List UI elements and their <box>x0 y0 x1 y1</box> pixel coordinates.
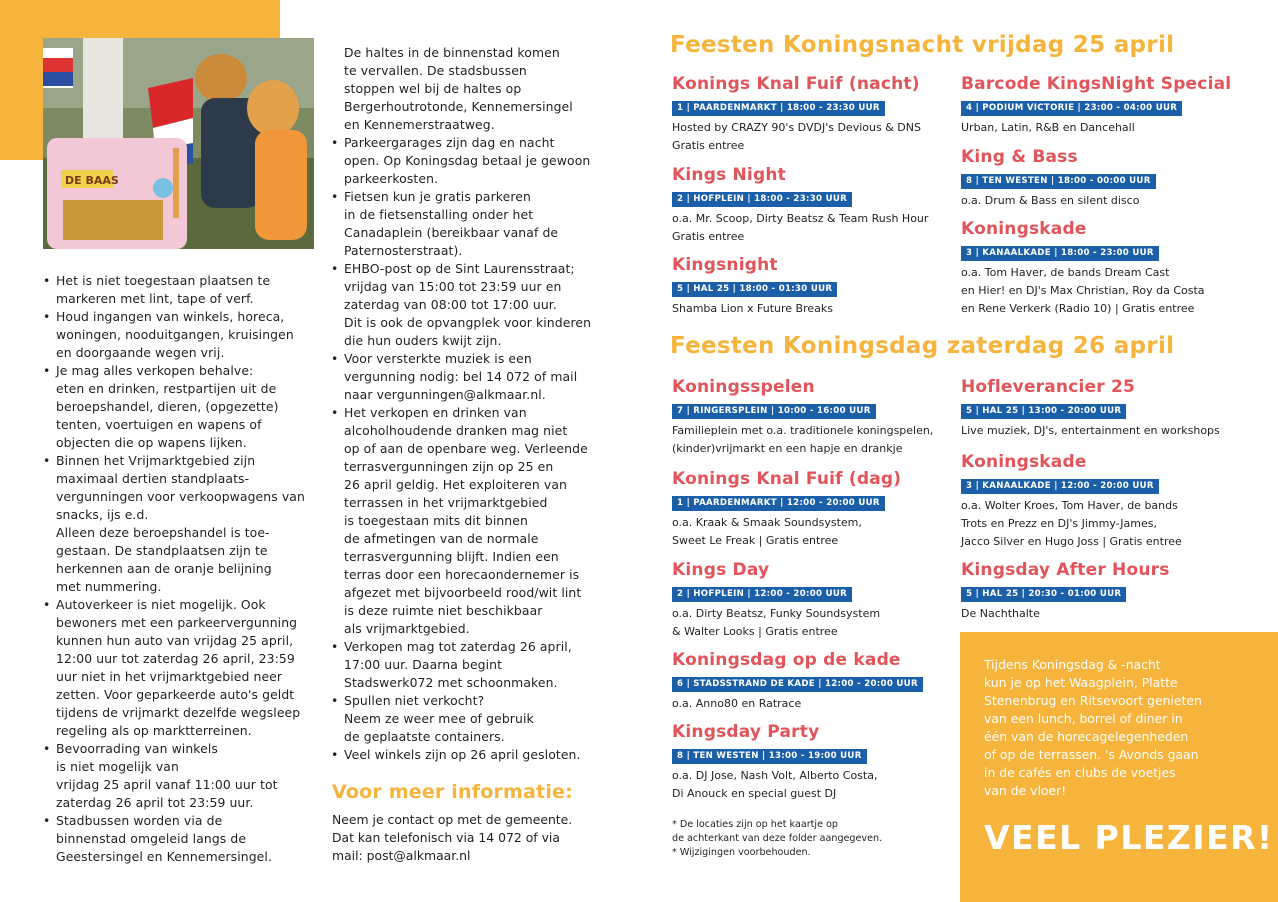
event-title: Konings Knal Fuif (dag) <box>672 469 902 489</box>
event-title: King & Bass <box>961 147 1078 167</box>
event-title: Konings Knal Fuif (nacht) <box>672 74 920 94</box>
event-title: Kingsnight <box>672 255 778 275</box>
event-location-tag: 4 | PODIUM VICTORIE | 23:00 - 04:00 UUR <box>961 101 1182 116</box>
event-title: Hofleverancier 25 <box>961 377 1136 397</box>
event-koningsspelen <box>672 376 933 458</box>
event-title: Koningskade <box>961 452 1087 472</box>
event-kingsday-party <box>672 721 877 803</box>
event-location-tag: 2 | HOFPLEIN | 18:00 - 23:30 UUR <box>672 192 852 207</box>
middle-rules-list <box>328 134 618 764</box>
more-info-text: Neem je contact op met de gemeente. Dat kan telefonisch via 14 072 of via mail: post@alkmaar.nl <box>332 812 573 863</box>
rule-item: • Het verkopen en drinken van alcoholhoudende dranken mag niet op of aan de openbare weg. Verleende terrasvergunningen zijn op 25 en 26 april geldig. Het exploiteren van terrassen in het vrijmarktgebied is toegestaan mits dit binnen de afmetingen van de normale terrasvergunning blijft. Indien een terras door een horecaondernemer is afgezet met bijvoorbeeld rood/wit lint is deze ruimte niet beschikbaar als vrijmarktgebied. <box>328 404 618 638</box>
event-description: o.a. Anno80 en Ratrace <box>672 697 802 710</box>
event-title: Kings Night <box>672 165 786 185</box>
event-description: o.a. Dirty Beatsz, Funky Soundsystem & Walter Looks | Gratis entree <box>672 607 881 638</box>
event-koningsdag-op-de-kade <box>672 649 923 713</box>
event-location-tag: 3 | KANAALKADE | 12:00 - 20:00 UUR <box>961 479 1159 494</box>
event-title: Kingsday Party <box>672 722 820 742</box>
event-hofleverancier-25 <box>961 376 1220 440</box>
footnotes: * De locaties zijn op het kaartje op de achterkant van deze folder aangegeven. * Wijzigingen voorbehouden. <box>672 819 883 858</box>
photo-illustration <box>43 38 314 249</box>
event-description: o.a. Kraak & Smaak Soundsystem, Sweet Le Freak | Gratis entree <box>672 516 862 547</box>
callout-text: Tijdens Koningsdag & -nacht kun je op het Waagplein, Platte Stenenbrug en Ritsevoort genieten van een lunch, borrel of diner in één van de horecagelegenheden of op de terrassen. 's Avonds gaan in de cafés en clubs de voetjes van de vloer! <box>984 657 1202 798</box>
rule-item: • Voor versterkte muziek is een vergunning nodig: bel 14 072 of mail naar vergunningen@alkmaar.nl. <box>328 350 618 404</box>
more-info-heading: Voor meer informatie: <box>332 781 573 803</box>
event-koningskade-day <box>961 451 1182 551</box>
event-description: o.a. Mr. Scoop, Dirty Beatsz & Team Rush Hour Gratis entree <box>672 212 929 243</box>
middle-rules-column <box>328 44 618 764</box>
rule-item: • Spullen niet verkocht? Neem ze weer mee of gebruik de geplaatste containers. <box>328 692 618 746</box>
event-description: De Nachthalte <box>961 607 1040 620</box>
left-rules-list <box>40 272 322 866</box>
rule-item: • Parkeergarages zijn dag en nacht open. Op Koningsdag betaal je gewoon parkeerkosten. <box>328 134 618 188</box>
event-location-tag: 5 | HAL 25 | 18:00 - 01:30 UUR <box>672 282 837 297</box>
callout-slogan: VEEL PLEZIER! <box>984 818 1274 857</box>
rule-item: • Fietsen kun je gratis parkeren in de fietsenstalling onder het Canadaplein (bereikbaar vanaf de Paternosterstraat). <box>328 188 618 260</box>
event-title: Koningsspelen <box>672 377 815 397</box>
event-koningskade-night <box>961 218 1205 318</box>
event-description: o.a. Wolter Kroes, Tom Haver, de bands Trots en Prezz en DJ's Jimmy-James, Jacco Silver en Hugo Joss | Gratis entree <box>961 499 1182 548</box>
event-location-tag: 5 | HAL 25 | 20:30 - 01:00 UUR <box>961 587 1126 602</box>
event-kingsday-after-hours <box>961 559 1170 623</box>
event-title: Koningskade <box>961 219 1087 239</box>
event-location-tag: 6 | STADSSTRAND DE KADE | 12:00 - 20:00 UUR <box>672 677 923 692</box>
event-barcode-kingsnight <box>961 73 1231 137</box>
rule-item: • Binnen het Vrijmarktgebied zijn maximaal dertien standplaats- vergunningen voor verkoopwagens van snacks, ijs e.d. Alleen deze beroepshandel is toe- gestaan. De standplaatsen zijn te herkennen aan de oranje belijning met nummering. <box>40 452 322 596</box>
rule-item: • Veel winkels zijn op 26 april gesloten. <box>328 746 618 764</box>
rule-item: • Het is niet toegestaan plaatsen te markeren met lint, tape of verf. <box>40 272 322 308</box>
rule-item: • Je mag alles verkopen behalve: eten en drinken, restpartijen uit de beroepshandel, dieren, (opgezette) tenten, voertuigen en wapens of objecten die op wapens lijken. <box>40 362 322 452</box>
event-location-tag: 2 | HOFPLEIN | 12:00 - 20:00 UUR <box>672 587 852 602</box>
event-kings-day <box>672 559 880 641</box>
event-location-tag: 1 | PAARDENMARKT | 18:00 - 23:30 UUR <box>672 101 885 116</box>
event-kingsnight <box>672 254 837 318</box>
event-title: Barcode KingsNight Special <box>961 74 1232 94</box>
event-location-tag: 1 | PAARDENMARKT | 12:00 - 20:00 UUR <box>672 496 885 511</box>
event-location-tag: 8 | TEN WESTEN | 18:00 - 00:00 UUR <box>961 174 1156 189</box>
event-description: Urban, Latin, R&B en Dancehall <box>961 121 1135 134</box>
rule-item: • Verkopen mag tot zaterdag 26 april, 17:00 uur. Daarna begint Stadswerk072 met schoonmaken. <box>328 638 618 692</box>
photo-sign-text: DE BAAS <box>65 174 119 187</box>
event-konings-knal-fuif-nacht <box>672 73 921 155</box>
event-title: Kingsday After Hours <box>961 560 1170 580</box>
koningsdag-title: Feesten Koningsdag zaterdag 26 april <box>670 333 1175 359</box>
rule-item: • Autoverkeer is niet mogelijk. Ook bewoners met een parkeervergunning kunnen hun auto van vrijdag 25 april, 12:00 uur tot zaterdag 26 april, 23:59 uur niet in het vrijmarktgebied neer zetten. Voor geparkeerde auto's geldt tijdens de vrijmarkt dezelfde wegsleep regeling als op marktterreinen. <box>40 596 322 740</box>
event-description: Hosted by CRAZY 90's DVDJ's Devious & DNS Gratis entree <box>672 121 921 152</box>
event-title: Koningsdag op de kade <box>672 650 901 670</box>
event-description: o.a. Drum & Bass en silent disco <box>961 194 1140 207</box>
kingsday-photo <box>43 38 314 249</box>
event-description: Familieplein met o.a. traditionele koningspelen, (kinder)vrijmarkt en een hapje en drankje <box>672 424 934 455</box>
bus-stops-text: De haltes in de binnenstad komen te vervallen. De stadsbussen stoppen wel bij de haltes op Bergerhoutrotonde, Kennemersingel en Kennemerstraatweg. <box>344 45 573 132</box>
event-location-tag: 5 | HAL 25 | 13:00 - 20:00 UUR <box>961 404 1126 419</box>
rule-item: • Bevoorrading van winkels is niet mogelijk van vrijdag 25 april vanaf 11:00 uur tot zaterdag 26 april tot 23:59 uur. <box>40 740 322 812</box>
event-location-tag: 8 | TEN WESTEN | 13:00 - 19:00 UUR <box>672 749 867 764</box>
left-rules-column <box>40 272 322 866</box>
koningsnacht-title: Feesten Koningsnacht vrijdag 25 april <box>670 32 1175 58</box>
rule-item: • Stadbussen worden via de binnenstad omgeleid langs de Geestersingel en Kennemersingel. <box>40 812 322 866</box>
callout-box <box>960 632 1278 902</box>
event-description: Live muziek, DJ's, entertainment en workshops <box>961 424 1220 437</box>
event-description: o.a. Tom Haver, de bands Dream Cast en Hier! en DJ's Max Christian, Roy da Costa en Rene Verkerk (Radio 10) | Gratis entree <box>961 266 1205 315</box>
event-title: Kings Day <box>672 560 770 580</box>
rule-item: • EHBO-post op de Sint Laurensstraat; vrijdag van 15:00 tot 23:59 uur en zaterdag van 08:00 tot 17:00 uur. Dit is ook de opvangplek voor kinderen die hun ouders kwijt zijn. <box>328 260 618 350</box>
event-king-and-bass <box>961 146 1156 210</box>
event-description: o.a. DJ Jose, Nash Volt, Alberto Costa, Di Anouck en special guest DJ <box>672 769 878 800</box>
event-konings-knal-fuif-dag <box>672 468 901 550</box>
event-location-tag: 7 | RINGERSPLEIN | 10:00 - 16:00 UUR <box>672 404 876 419</box>
event-location-tag: 3 | KANAALKADE | 18:00 - 23:00 UUR <box>961 246 1159 261</box>
event-description: Shamba Lion x Future Breaks <box>672 302 833 315</box>
event-kings-night <box>672 164 928 246</box>
rule-item: • Houd ingangen van winkels, horeca, woningen, nooduitgangen, kruisingen en doorgaande wegen vrij. <box>40 308 322 362</box>
